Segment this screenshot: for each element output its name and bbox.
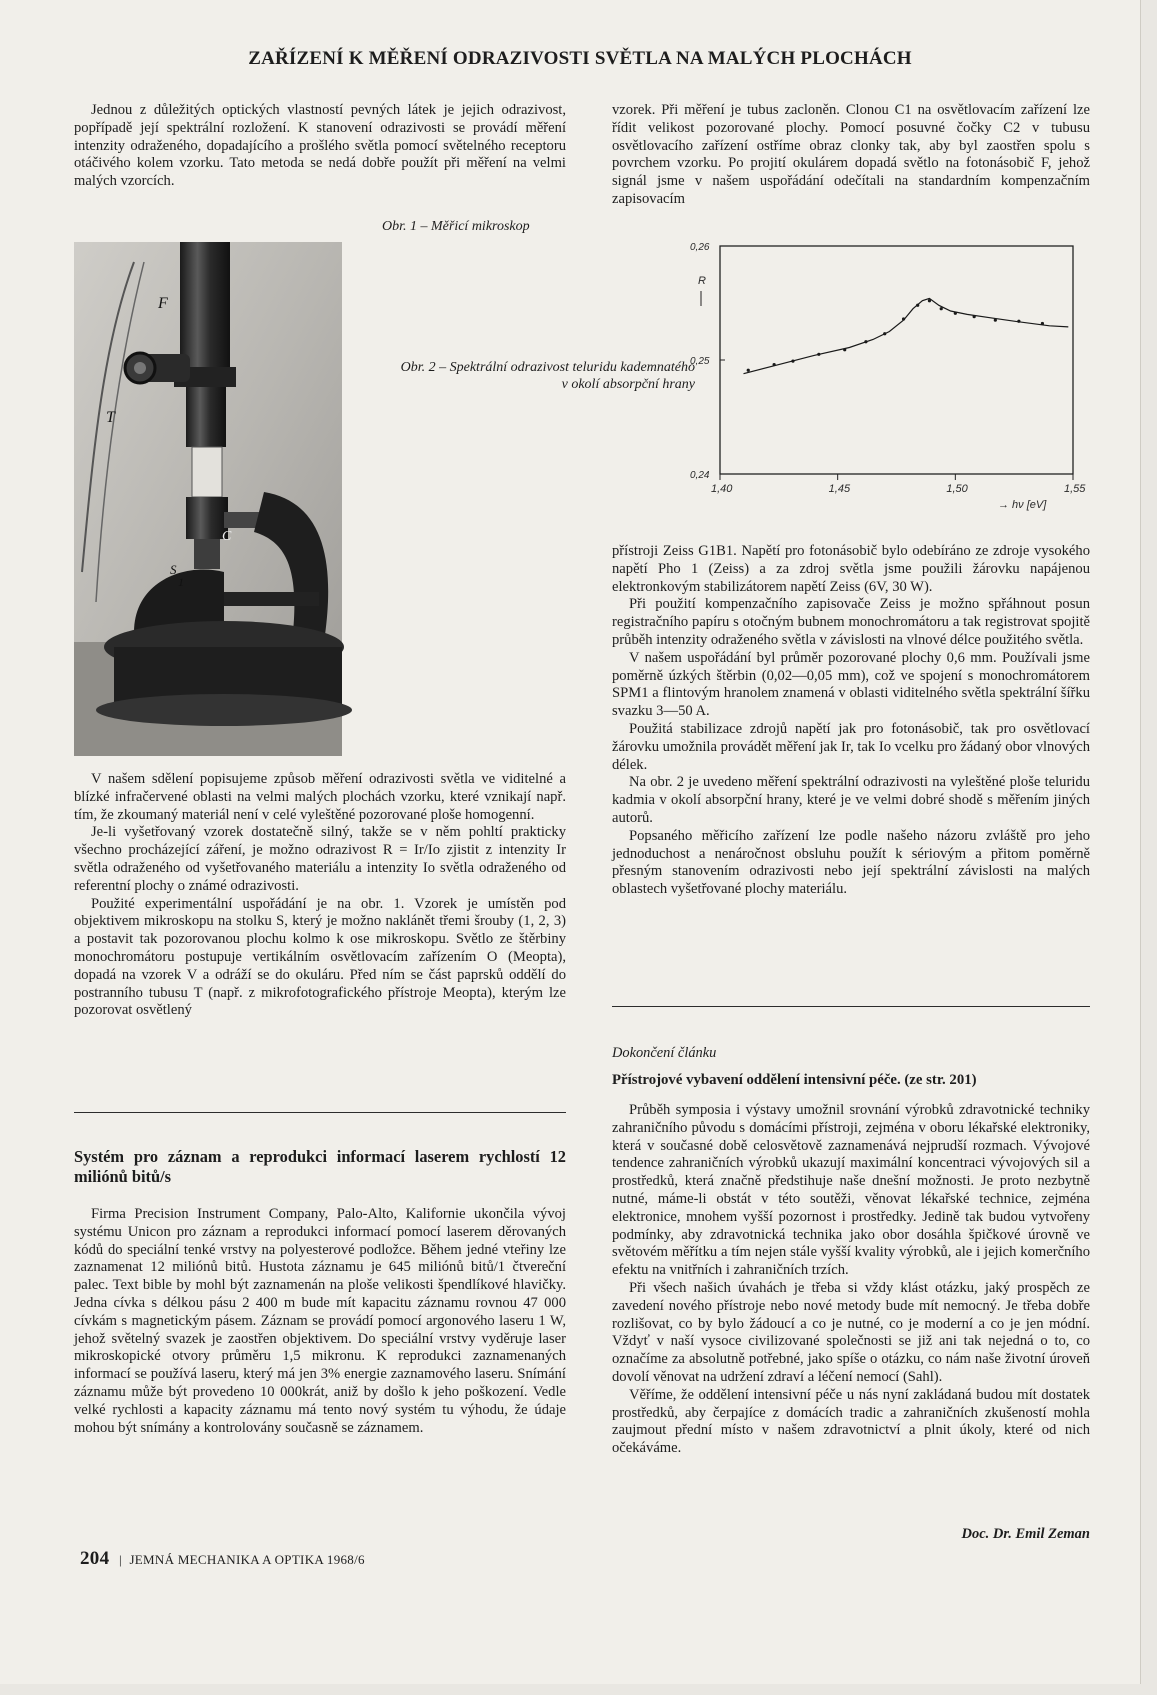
right-column-top — [612, 102, 1090, 209]
right-paragraph: Popsaného měřicího zařízení lze podle našeho názoru zvláště pro jeho jednoduchost a nenáročnost obsluhu použít k sériovým a přitom poměrně přesným stanovením odrazivosti nebo její spektrální závislosti na malých oblastech vyšetřované plochy materiálu. — [612, 827, 1090, 898]
journal-name: JEMNÁ MECHANIKA A OPTIKA 1968/6 — [129, 1552, 365, 1567]
section-divider-right — [612, 1006, 1090, 1007]
page-footer — [80, 1548, 365, 1570]
article-2-text: Firma Precision Instrument Company, Palo-Alto, Kalifornie ukončila vývoj systému Unicon pro záznam a reprodukci informací pomocí laserem děrovaných kódů do speciální tenké vrstvy na polyesterové podložce. Během jedné vteřiny lze zaznamenat 12 miliónů bitů. Hustota záznamu je 645 miliónů bitů/1 čtvereční palec. Text bible by mohl být zaznamenán na ploše velikosti špendlíkové hlavičky. Jedna cívka s délkou pásu 2 400 m bude mít kapacitu záznamu rovnou 47 000 cívkám s magnetickým pásem. Záznam se provádí pomocí argonového laseru 1 W, jehož světelný svazek je zaostřen objektivem. Do speciální vrstvy vyděruje laser mikroskopické otvory průměru 1,5 mikronu. K reprodukci zaznamenaných informací se používá laseru, který má jen 3% energie zaznamového laseru. Snímání záznamu může být provedeno 10 000krát, aniž by došlo k jeho poškození. Vedle velké rychlosti a kapacity záznamu má tento nový systém tu výhodu, že údaje mohou být snímány a kontrolovány současně se záznamem. — [74, 1206, 566, 1436]
data-point — [791, 360, 794, 363]
y-tick-label: 0,24 — [690, 470, 710, 481]
article-3-title: Přístrojové vybavení oddělení intensivní péče. (ze str. 201) — [612, 1072, 977, 1088]
x-tick-label: 1,55 — [1064, 483, 1086, 495]
article-3-paragraph: Věříme, že oddělení intensivní péče u nás nyní zakládaná budou mít dostatek prostředků, aby čerpajíce z domácích tradic a zahraničních zkušeností mohla zaujmout přední místo v našem zdravotnictví a plnit úkoly, které od nich očekáváme. — [612, 1386, 1090, 1457]
data-point — [954, 312, 957, 315]
data-point — [940, 307, 943, 310]
label-S: S — [170, 562, 177, 577]
reflectance-chart — [690, 236, 1098, 536]
article-3-body — [612, 1102, 1090, 1458]
x-axis-label: → hν [eV] — [998, 499, 1047, 511]
right-paragraph: Při použití kompenzačního zapisovače Zeiss je možno spřáhnout posun registračního papíru s otočným bubnem monochromátoru a tak registrovat spojitě průběh intenzity odraženého světla v závislosti na vlnové délce použitého světla. — [612, 596, 1090, 648]
article-2-body — [74, 1206, 566, 1437]
left-paragraph: Je-li vyšetřovaný vzorek dostatečně silný, takže se v něm pohltí prakticky všechno procházející záření, je možno odrazivost R = Ir/Io zjistit z intenzity Ir světla odraženého od vyšetřovaného materiálu a intenzity Io světla odraženého od referentní plochy o známé odrazivosti. — [74, 824, 566, 894]
section-divider-left — [74, 1112, 566, 1113]
page-title: ZAŘÍZENÍ K MĚŘENÍ ODRAZIVOSTI SVĚTLA NA MALÝCH PLOCHÁCH — [248, 48, 912, 69]
data-point — [916, 304, 919, 307]
data-point — [864, 340, 867, 343]
data-point — [994, 319, 997, 322]
data-point — [773, 363, 776, 366]
left-paragraph: V našem sdělení popisujeme způsob měření odrazivosti světla ve viditelné a blízké infračervené oblasti na velmi malých plochách vzorku, které vznikají např. tím, že zkoumaný materiál není v celé vyleštěné pozorované ploše homogenní. — [74, 771, 566, 823]
data-point — [843, 348, 846, 351]
plot-frame — [720, 246, 1073, 474]
x-tick-label: 1,40 — [711, 483, 733, 495]
y-tick-label: 0,26 — [690, 242, 710, 253]
right-paragraph: Na obr. 2 je uvedeno měření spektrální odrazivosti na vyleštěné ploše teluridu kadmia v okolí absorpční hrany, které je ve velmi dobré shodě s měřením jiných autorů. — [612, 774, 1090, 826]
right-paragraph: přístroji Zeiss G1B1. Napětí pro fotonásobič bylo odebíráno ze zdroje vysokého napětí Pho 1 (Zeiss) a za zdroj světla jsme použili žárovku napájenou elektronkovým stabilizátorem napětí Zeiss (6V, 30 W). — [612, 543, 1090, 595]
x-tick-label: 1,50 — [946, 483, 968, 495]
y-axis-label: R — [698, 275, 706, 287]
label-F: F — [158, 295, 168, 312]
article-3-paragraph: Průběh symposia i výstavy umožnil srovnání výrobků zdravotnické techniky zahraničního původu s domácími přístroji, zejména v oboru lékařské elektroniky, která v současné době celosvětově zaznamenává nejprudší rozmach. Vývojové tendence zahraničních výrobků ukazují maximální koncentraci vývojových sil a prostředků, která značně předstihuje naše dnešní možnosti. Je proto nezbytně nutné, máme-li obstát v této soutěži, věnovat lékařské technice, zejména elektronice, mnohem vyšší pozornost i prostředky. Jedině tak budou vytvořeny podmínky, aby zdravotnická technika jako obor dosáhla špičkové úrovně ve světovém měřítku a tím nejen stále vyšší kvality výrobků, ale i jejich komerčního efektu na vnitřních i zahraničních trzích. — [612, 1102, 1090, 1279]
page-number: 204 — [80, 1548, 110, 1569]
continuation-label: Dokončení článku — [612, 1045, 717, 1061]
label-T: T — [106, 409, 115, 426]
left-paragraph: Použité experimentální uspořádání je na obr. 1. Vzorek je umístěn pod objektivem mikroskopu na stolku S, který je možno naklánět třemi šrouby (1, 2, 3) a postavit tak pozorovanou plochu kolmo k ose mikroskopu. Světlo ze štěrbiny monochromátoru postupuje vertikálním osvětlovacím zařízením O (Meopta), dopadá na vzorek V a odráží se do okuláru. Před ním se část paprsků oddělí do postranního tubusu T (např. z mikrofotografického přístroje Meopta), kterým lze pozorovat osvětlený — [74, 895, 566, 1019]
intro-paragraph — [74, 102, 566, 191]
article-2-title: Systém pro záznam a reprodukci informací laserem rychlostí 12 miliónů bitů/s — [74, 1147, 566, 1186]
label-C: C — [222, 529, 232, 544]
article-3-paragraph: Při všech našich úvahách je třeba si vždy klást otázku, jaký prospěch ze zavedení nového přístroje nebo nové metody bude mít nemocný. Je třeba dobře rozlišovat, co by bylo žádoucí a co je nutné, co je moderní a co je jen módní. Vždyť v naší vysoce civilizované společnosti se již ani tak nejedná o to, co označíme za absolutně potřebné, jako spíše o otázku, co nám naše životní úroveň dovolí věnovat na udržení zdraví a léčení nemocí (Sahl). — [612, 1279, 1090, 1385]
y-tick-label: 0,25 — [690, 356, 710, 367]
right-paragraph: V našem uspořádání byl průměr pozorované plochy 0,6 mm. Používali jsme poměrně úzkých štěrbin (0,02—0,05 mm), což ve spojení s monochromátorem SPM1 a flintovým hranolem znamená v oblasti viditelného světla spektrální šířku svazku 3—50 A. — [612, 649, 1090, 720]
microscope-photo — [74, 242, 342, 756]
data-point — [817, 353, 820, 356]
data-point — [973, 315, 976, 318]
right-column-body — [612, 543, 1090, 899]
x-tick-label: 1,45 — [828, 483, 851, 495]
data-point — [1017, 320, 1020, 323]
figure-1-caption: Obr. 1 – Měřicí mikroskop — [382, 219, 530, 234]
data-point — [1041, 322, 1044, 325]
label-1: 1 — [178, 575, 184, 589]
left-column-body — [74, 771, 566, 1020]
footer-separator: | — [118, 1552, 122, 1567]
data-point — [928, 299, 931, 302]
author-signature: Doc. Dr. Emil Zeman — [961, 1526, 1090, 1542]
data-point — [747, 369, 750, 372]
data-point — [902, 317, 905, 320]
data-point — [883, 332, 886, 335]
intro-text: Jednou z důležitých optických vlastností pevných látek je jejich odrazivost, popřípadě její spektrální rozložení. K stanovení odrazivosti se provádí měření intenzity odraženého, dopadajícího a prošlého světla pomocí světelného receptoru otáčivého kolem vzorku. Tato metoda se nedá dobře použít při měření na velmi malých vzorcích. — [74, 102, 566, 190]
right-paragraph: Použitá stabilizace zdrojů napětí jak pro fotonásobič, tak pro osvětlovací žárovku umožnila provádět měření jak Ir, tak Io vcelku pro žádaný obor vlnových délek. — [612, 720, 1091, 773]
figure-2-caption: Obr. 2 – Spektrální odrazivost teluridu kademnatého v okolí absorpční hrany — [400, 360, 695, 392]
right-top-text: vzorek. Při měření je tubus zacloněn. Clonou C1 na osvětlovacím zařízení lze řídit velikost pozorované plochy. Pomocí posuvné čočky C2 v tubusu osvětlovacího zařízení ostříme obraz clonky tak, aby byl zaostřen spolu s povrchem vzorku. Po projití okulárem dopadá světlo na fotonásobič F, jehož signál jsme v našem uspořádání odečítali na standardním kompenzačním zapisovacím — [612, 102, 1090, 207]
